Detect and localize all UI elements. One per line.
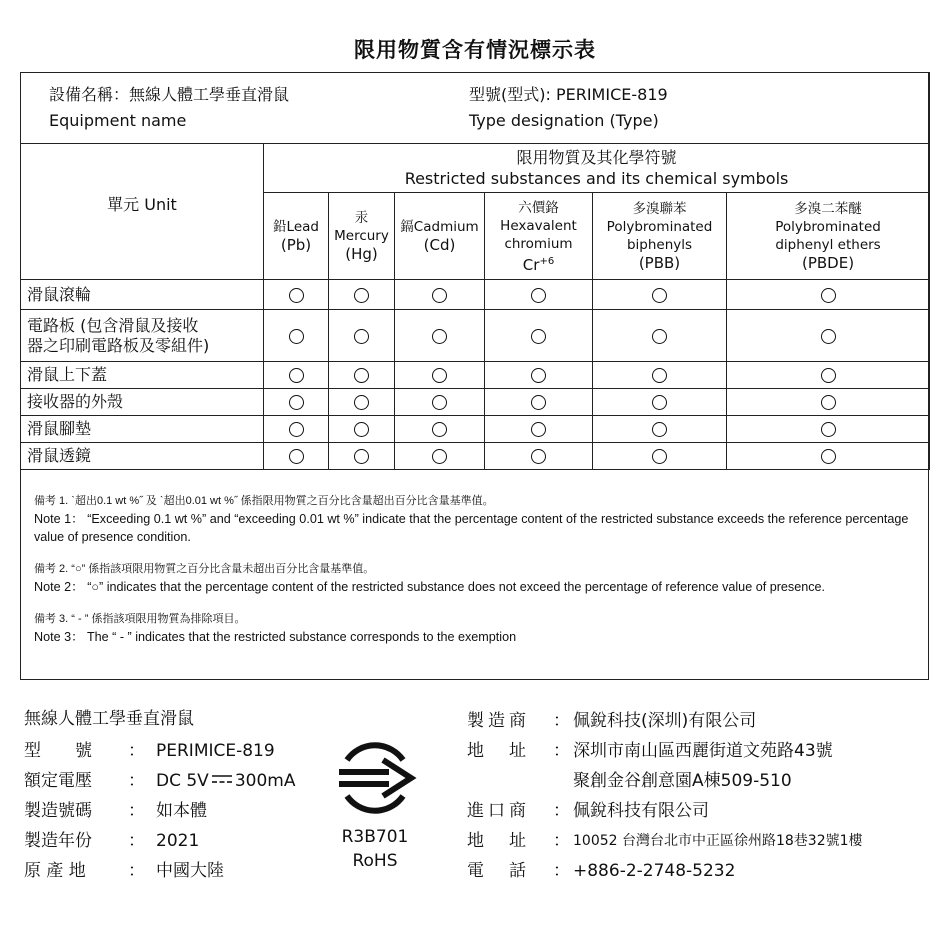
company-row: 進口商 ： 佩銳科技有限公司 — [467, 796, 863, 826]
col-pbb — [593, 193, 727, 280]
component-name-line2: 器之印刷電路板及零組件) — [27, 335, 210, 355]
equipment-name-zh: 設備名稱：無線人體工學垂直滑鼠 — [49, 85, 290, 104]
col-pbb-en2: biphenyls — [626, 237, 693, 253]
substances-header — [264, 144, 930, 193]
company-row: 電 話 ： +886-2-2748-5232 — [467, 856, 863, 886]
mark-cell — [593, 362, 727, 389]
note-2-en: Note 2： “○” indicates that the percentage content of the restricted substance does not exceed the percentage of reference value of presence. — [34, 580, 826, 594]
circle-mark-icon — [432, 395, 447, 410]
circle-mark-icon — [821, 288, 836, 303]
mark-cell — [727, 280, 930, 310]
company-row: 地 址 ： 10052 台灣台北市中正區徐州路18巷32號1樓 — [467, 826, 863, 856]
circle-mark-icon — [821, 422, 836, 437]
mark-cell — [485, 280, 593, 310]
spec-key: 製造年份 — [24, 831, 92, 851]
circle-mark-icon — [289, 288, 304, 303]
circle-mark-icon — [354, 329, 369, 344]
col-lead-name: 鉛Lead — [273, 219, 319, 235]
circle-mark-icon — [821, 329, 836, 344]
company-value: +886-2-2748-5232 — [573, 861, 736, 881]
spec-row: 額定電壓 ： DC 5V 300mA — [24, 766, 295, 796]
mark-cell — [395, 280, 485, 310]
component-name: 滑鼠透鏡 — [21, 443, 264, 470]
mark-cell — [593, 443, 727, 470]
note-1-zh: 備考 1. ˋ超出0.1 wt %˝ 及 ˋ超出0.01 wt %˝ 係指限用物質之百分比含量超出百分比含量基準值。 — [34, 495, 494, 507]
mark-cell — [329, 416, 395, 443]
note-3-en: Note 3： The “ - ” indicates that the restricted substance corresponds to the exemption — [34, 630, 517, 644]
company-key — [467, 766, 553, 796]
circle-mark-icon — [821, 395, 836, 410]
restricted-substances-table — [20, 72, 930, 470]
circle-mark-icon — [652, 288, 667, 303]
mark-cell — [727, 310, 930, 362]
certification-logo — [330, 736, 420, 872]
equipment-name-en: Equipment name — [49, 111, 187, 130]
col-pbb-zh: 多溴聯苯 — [632, 201, 687, 217]
circle-mark-icon — [432, 329, 447, 344]
col-cadmium-name: 鎘Cadmium — [400, 219, 479, 235]
circle-mark-icon — [354, 368, 369, 383]
spec-key: 型 號 — [24, 741, 92, 761]
circle-mark-icon — [652, 422, 667, 437]
component-name-line1: 電路板 (包含滑鼠及接收 — [27, 315, 199, 335]
spec-value — [156, 766, 295, 796]
circle-mark-icon — [652, 395, 667, 410]
table-row — [21, 310, 930, 362]
spec-key: 製造號碼 — [24, 801, 92, 821]
mark-cell — [727, 362, 930, 389]
col-hexavalent-chromium — [485, 193, 593, 280]
company-key: 地 址 — [467, 741, 530, 761]
notes-section — [34, 492, 914, 646]
voltage-value: DC 5V — [156, 771, 209, 791]
circle-mark-icon — [289, 329, 304, 344]
circle-mark-icon — [652, 368, 667, 383]
component-name: 滑鼠上下蓋 — [21, 362, 264, 389]
company-value: 深圳市南山區西麗街道文苑路43號 — [573, 741, 833, 761]
company-value: 佩銳科技有限公司 — [573, 801, 709, 821]
col-pbde-zh: 多溴二苯醚 — [794, 201, 862, 217]
col-lead — [264, 193, 329, 280]
rohs-label: RoHS — [352, 851, 398, 871]
col-pbb-en1: Polybrominated — [606, 219, 713, 235]
circle-mark-icon — [531, 288, 546, 303]
company-value: 聚創金谷創意園A棟509-510 — [573, 771, 792, 791]
dc-symbol-icon — [212, 774, 232, 784]
col-cr-en2: chromium — [504, 235, 573, 252]
mark-cell — [593, 389, 727, 416]
substances-header-en: Restricted substances and its chemical symbols — [404, 169, 789, 188]
circle-mark-icon — [531, 368, 546, 383]
mark-cell — [485, 389, 593, 416]
circle-mark-icon — [821, 449, 836, 464]
table-row — [21, 280, 930, 310]
spec-value: 2021 — [156, 831, 200, 851]
spec-row: 製造年份 ： 2021 — [24, 826, 295, 856]
circle-mark-icon — [432, 288, 447, 303]
circle-mark-icon — [432, 449, 447, 464]
mark-cell — [593, 310, 727, 362]
col-lead-symbol: (Pb) — [280, 236, 312, 254]
col-cr-zh: 六價鉻 — [518, 199, 559, 216]
col-cadmium-symbol: (Cd) — [423, 236, 456, 254]
component-name: 滑鼠滾輪 — [21, 280, 264, 310]
unit-header: 單元 Unit — [21, 144, 264, 280]
certification-code: R3B701 — [341, 827, 409, 847]
mark-cell — [485, 362, 593, 389]
circle-mark-icon — [289, 422, 304, 437]
company-key: 地 址 — [467, 831, 530, 851]
mark-cell — [485, 443, 593, 470]
mark-cell — [329, 362, 395, 389]
mark-cell — [485, 310, 593, 362]
spec-value: PERIMICE-819 — [156, 741, 275, 761]
circle-mark-icon — [652, 449, 667, 464]
company-key: 製造商 — [467, 711, 530, 731]
mark-cell — [395, 443, 485, 470]
circle-mark-icon — [289, 449, 304, 464]
table-row — [21, 416, 930, 443]
type-designation-zh: 型號(型式): PERIMICE-819 — [469, 85, 668, 104]
spec-row: 製造號碼 ： 如本體 — [24, 796, 295, 826]
col-cr-symbol: Cr — [522, 255, 540, 274]
col-mercury — [329, 193, 395, 280]
note-2-zh: 備考 2. “○” 係指該項限用物質之百分比含量未超出百分比含量基準值。 — [34, 563, 375, 575]
company-value: 佩銳科技(深圳)有限公司 — [573, 711, 757, 731]
type-designation-en: Type designation (Type) — [469, 111, 659, 130]
mark-cell — [485, 416, 593, 443]
company-row: 製造商 ： 佩銳科技(深圳)有限公司 — [467, 706, 863, 736]
table-row — [21, 362, 930, 389]
col-mercury-symbol: (Hg) — [345, 245, 378, 263]
circle-mark-icon — [289, 368, 304, 383]
spec-row: 原 產 地 ： 中國大陸 — [24, 856, 295, 886]
company-key: 進口商 — [467, 801, 530, 821]
spec-value: 中國大陸 — [156, 861, 224, 881]
circle-mark-icon — [432, 368, 447, 383]
circle-mark-icon — [821, 368, 836, 383]
circle-mark-icon — [354, 288, 369, 303]
col-pbb-symbol: (PBB) — [638, 254, 681, 272]
component-name: 接收器的外殼 — [21, 389, 264, 416]
circle-mark-icon — [354, 449, 369, 464]
col-cr-superscript: +6 — [539, 255, 555, 267]
mark-cell — [727, 443, 930, 470]
mark-cell — [264, 416, 329, 443]
substances-header-zh: 限用物質及其化學符號 — [516, 148, 677, 167]
company-row — [467, 766, 863, 796]
circle-mark-icon — [354, 395, 369, 410]
spec-row: 型 號 ： PERIMICE-819 — [24, 736, 295, 766]
col-pbde-symbol: (PBDE) — [801, 254, 855, 272]
col-mercury-name: 汞Mercury — [334, 210, 389, 244]
circle-mark-icon — [432, 422, 447, 437]
table-row — [21, 443, 930, 470]
mark-cell — [727, 389, 930, 416]
mark-cell — [329, 310, 395, 362]
mark-cell — [329, 389, 395, 416]
bsmi-mark-icon — [333, 736, 417, 820]
circle-mark-icon — [289, 395, 304, 410]
col-cr-en1: Hexavalent — [500, 217, 577, 234]
mark-cell — [264, 362, 329, 389]
page-title: 限用物質含有情況標示表 — [354, 38, 596, 62]
current-value: 300mA — [234, 771, 296, 791]
circle-mark-icon — [354, 422, 369, 437]
product-name: 無線人體工學垂直滑鼠 — [24, 709, 194, 729]
company-info — [467, 706, 863, 886]
mark-cell — [593, 416, 727, 443]
mark-cell — [395, 310, 485, 362]
note-1-en: Note 1： “Exceeding 0.1 wt %” and “exceeding 0.01 wt %” indicate that the percentage content of the restricted substance exceeds the reference percentage value of presence condition. — [34, 512, 909, 544]
col-pbde — [727, 193, 930, 280]
spec-key: 原 產 地 — [24, 861, 86, 881]
company-value: 10052 台灣台北市中正區徐州路18巷32號1樓 — [573, 833, 863, 849]
mark-cell — [264, 443, 329, 470]
col-pbde-en1: Polybrominated — [775, 219, 881, 235]
company-key: 電 話 — [467, 861, 530, 881]
circle-mark-icon — [531, 395, 546, 410]
circle-mark-icon — [531, 329, 546, 344]
component-name: 滑鼠腳墊 — [21, 416, 264, 443]
mark-cell — [395, 362, 485, 389]
mark-cell — [264, 280, 329, 310]
circle-mark-icon — [531, 422, 546, 437]
mark-cell — [329, 443, 395, 470]
mark-cell — [395, 389, 485, 416]
circle-mark-icon — [531, 449, 546, 464]
product-info — [24, 704, 295, 886]
col-pbde-en2: diphenyl ethers — [775, 237, 881, 253]
col-cadmium — [395, 193, 485, 280]
company-row: 地 址 ： 深圳市南山區西麗街道文苑路43號 — [467, 736, 863, 766]
mark-cell — [727, 416, 930, 443]
mark-cell — [329, 280, 395, 310]
mark-cell — [264, 389, 329, 416]
table-row — [21, 389, 930, 416]
spec-value: 如本體 — [156, 801, 207, 821]
component-name — [21, 310, 264, 362]
note-3-zh: 備考 3. “ - ” 係指該項限用物質為排除項目。 — [34, 613, 246, 625]
mark-cell — [395, 416, 485, 443]
spec-key: 額定電壓 — [24, 771, 92, 791]
circle-mark-icon — [652, 329, 667, 344]
mark-cell — [264, 310, 329, 362]
mark-cell — [593, 280, 727, 310]
